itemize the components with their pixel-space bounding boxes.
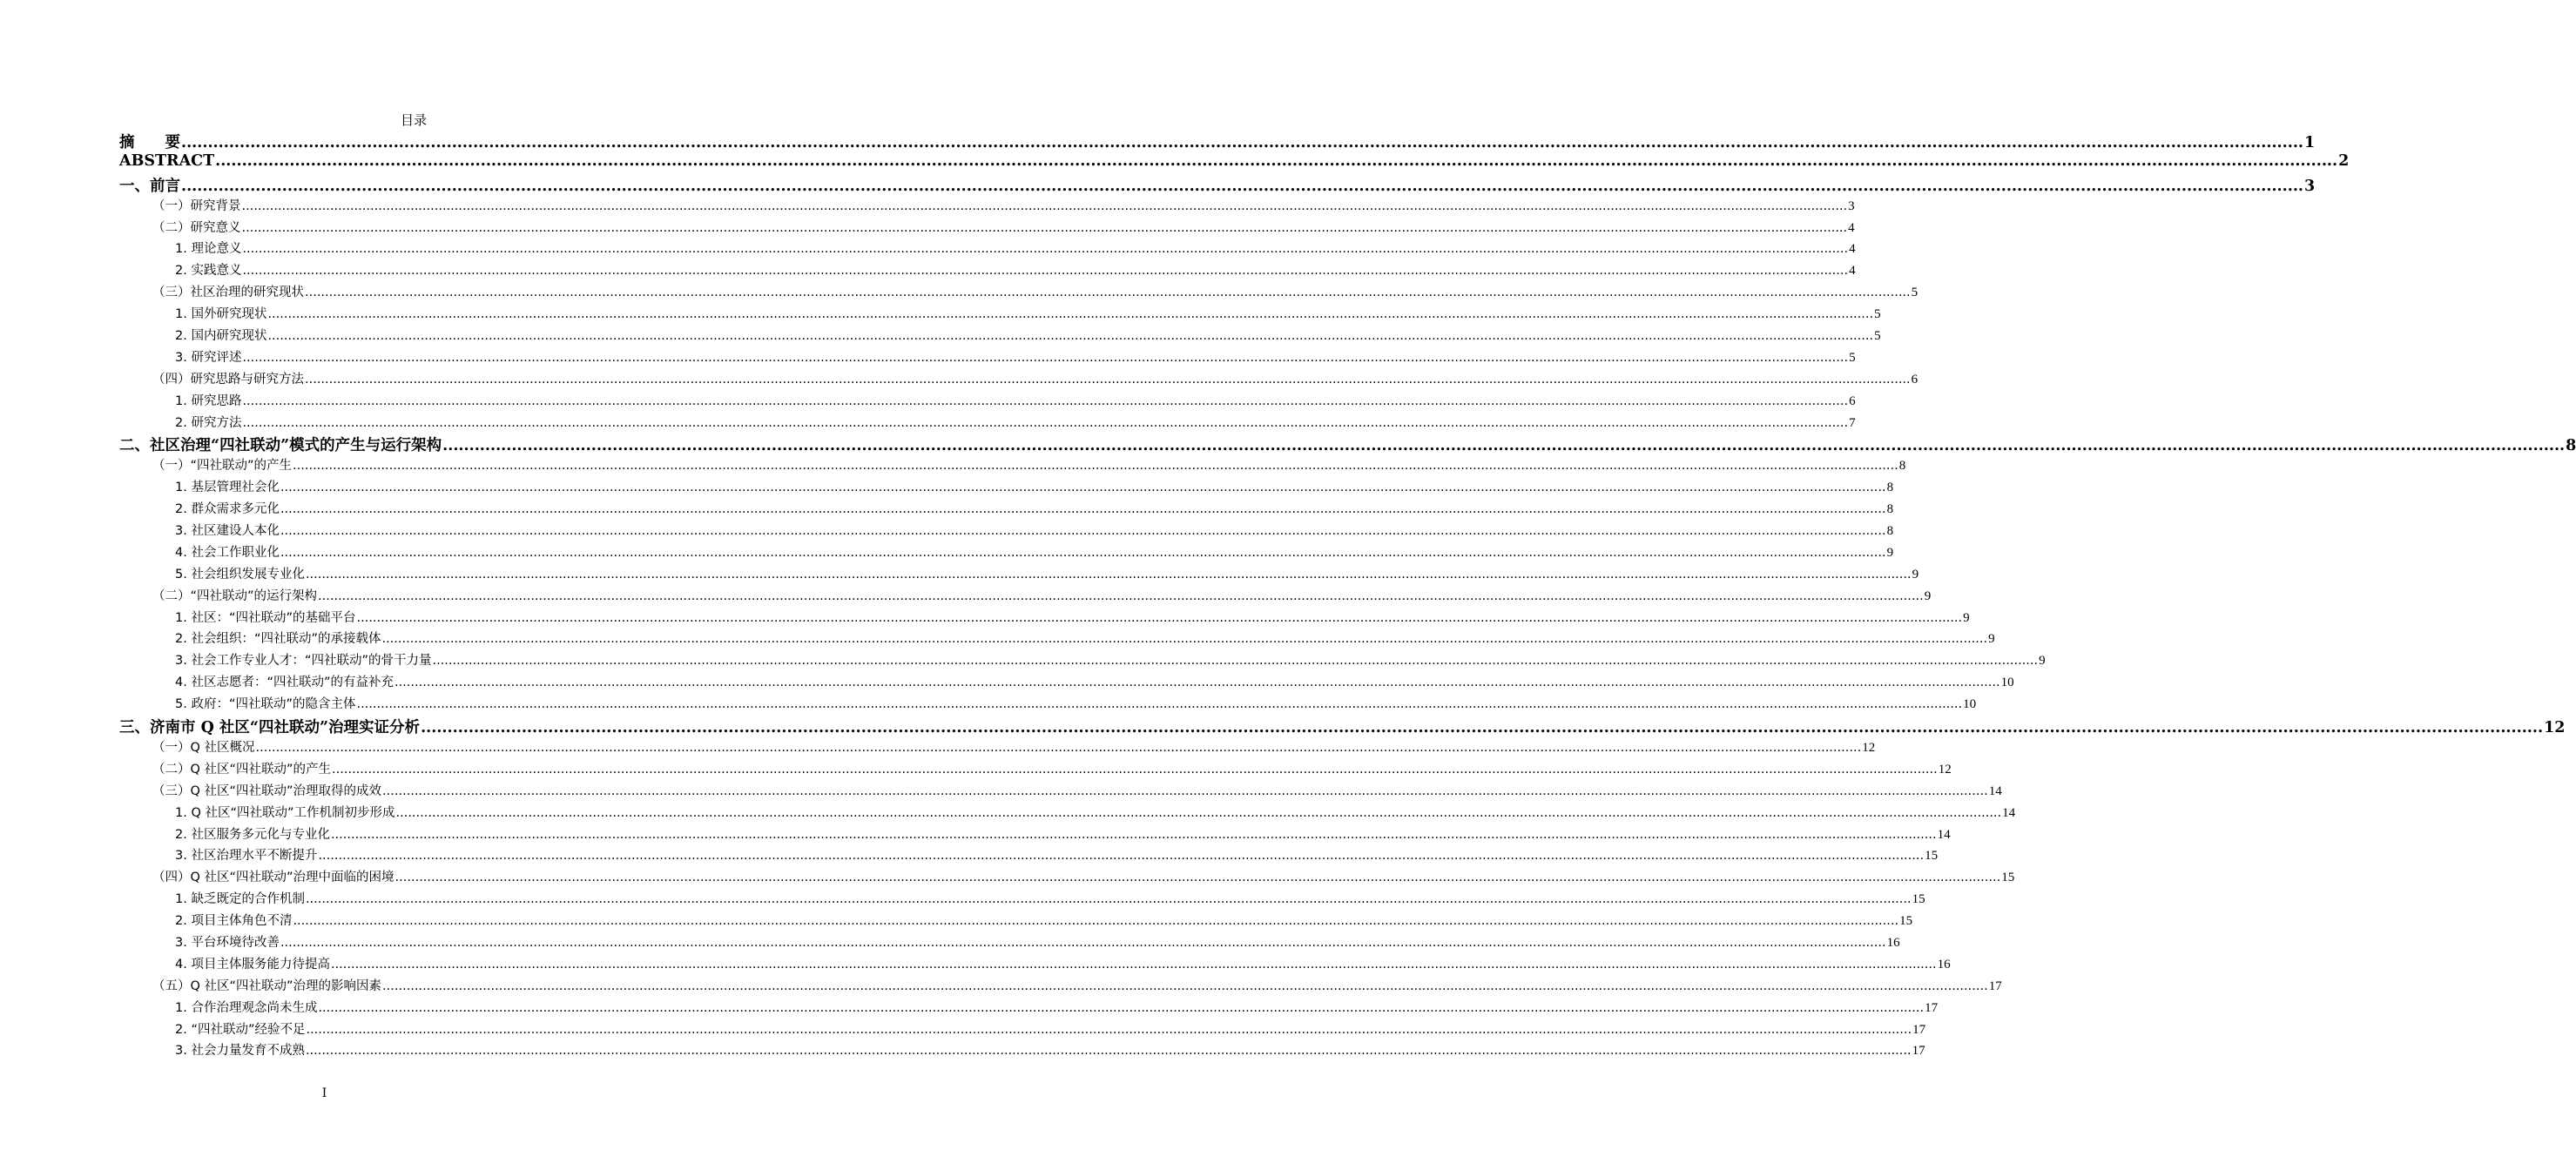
toc-entry[interactable] [119,434,2576,455]
toc-dot-leader: ................................................................................................................................................................................................................................................................................................................................................................................................................ [215,151,2338,170]
toc-entry-page: 5 [1874,307,1881,322]
toc-entry[interactable] [119,629,1995,650]
toc-entry[interactable] [119,845,1939,867]
toc-entry-page: 8 [1886,502,1894,517]
toc-entry[interactable] [119,976,2002,998]
toc-entry-page: 6 [1911,372,1919,387]
toc-entry[interactable] [119,716,2566,737]
toc-dot-leader: ................................................................................................................................................................................................................................................................................................................................................................................................................ [242,393,1849,408]
toc-entry-page: 17 [1988,978,2002,993]
toc-entry-title: （五）Q 社区“四社联动”治理的影响因素 [152,978,382,993]
toc-entry-page: 12 [2544,719,2566,737]
toc-entry[interactable] [119,737,1876,759]
toc-entry-title: 二、社区治理“四社联动”模式的产生与运行架构 [119,437,442,455]
toc-entry-title: 3. 社会工作专业人才：“四社联动”的骨干力量 [175,654,432,669]
toc-dot-leader: ................................................................................................................................................................................................................................................................................................................................................................................................................ [181,177,2304,195]
toc-entry[interactable] [119,477,1894,499]
toc-entry-page: 10 [2000,676,2014,690]
toc-entry-title: 三、济南市 Q 社区“四社联动”治理实证分析 [119,719,421,737]
toc-entry-title: ABSTRACT [119,151,215,170]
toc-entry-title: （三）社区治理的研究现状 [152,286,304,300]
toc-dot-leader: ................................................................................................................................................................................................................................................................................................................................................................................................................ [267,329,1874,344]
toc-entry-title: 1. 社区：“四社联动”的基础平台 [175,610,356,625]
toc-entry-page: 10 [1963,697,1977,712]
toc-entry-title: 1. 基层管理社会化 [175,481,280,495]
toc-entry-page: 14 [2002,805,2016,820]
toc-dot-leader: ................................................................................................................................................................................................................................................................................................................................................................................................................ [305,567,1912,582]
toc-dot-leader: ................................................................................................................................................................................................................................................................................................................................................................................................................ [330,827,1937,842]
toc-entry-title: （三）Q 社区“四社联动”治理取得的成效 [152,783,382,798]
toc-entry[interactable] [119,196,1855,218]
toc-entry[interactable] [119,781,2002,803]
toc-entry-title: 4. 社区志愿者：“四社联动”的有益补充 [175,676,394,690]
toc-dot-leader: ................................................................................................................................................................................................................................................................................................................................................................................................................ [356,697,1963,712]
toc-entry[interactable] [119,282,1919,304]
toc-entry-page: 16 [1886,935,1900,950]
toc-dot-leader: ................................................................................................................................................................................................................................................................................................................................................................................................................ [318,588,1924,603]
toc-dot-leader: ................................................................................................................................................................................................................................................................................................................................................................................................................ [306,1022,1912,1037]
toc-dot-leader: ................................................................................................................................................................................................................................................................................................................................................................................................................ [330,957,1937,972]
toc-entry[interactable] [119,954,1951,976]
toc-entry[interactable] [119,326,1881,347]
toc-entry-title: 1. 合作治理观念尚未生成 [175,1000,318,1015]
toc-entry[interactable] [119,650,2046,672]
toc-entry[interactable] [119,542,1894,564]
toc-dot-leader: ................................................................................................................................................................................................................................................................................................................................................................................................................ [241,198,1848,213]
toc-entry-page: 15 [1925,849,1939,864]
toc-entry-title: 一、前言 [119,177,180,195]
toc-entry-title: 5. 政府：“四社联动”的隐含主体 [175,697,356,712]
toc-entry-page: 2 [2338,151,2350,170]
toc-entry-page: 4 [1848,220,1855,235]
toc-entry[interactable] [119,1019,1926,1041]
toc-dot-leader: ................................................................................................................................................................................................................................................................................................................................................................................................................ [280,524,1886,539]
toc-entry-page: 15 [1912,892,1925,907]
toc-entry-title: 1. 缺乏既定的合作机制 [175,892,305,907]
toc-entry-title: 3. 社区建设人本化 [175,524,280,539]
toc-entry[interactable] [119,998,1939,1019]
toc-entry-page: 9 [1963,610,1970,625]
toc-entry-page: 12 [1938,762,1952,777]
footer-page-number: I [321,1086,327,1100]
toc-dot-leader: ................................................................................................................................................................................................................................................................................................................................................................................................................ [242,415,1849,430]
toc-entry[interactable] [119,889,1925,911]
page-title: 目录 [400,112,427,128]
toc-entry-page: 3 [2304,177,2316,195]
table-of-contents [119,131,2576,1062]
toc-dot-leader: ................................................................................................................................................................................................................................................................................................................................................................................................................ [318,849,1925,864]
toc-dot-leader: ................................................................................................................................................................................................................................................................................................................................................................................................................ [305,286,1911,300]
toc-entry-title: 2. 社区服务多元化与专业化 [175,827,330,842]
toc-entry[interactable] [119,369,1919,391]
toc-dot-leader: ................................................................................................................................................................................................................................................................................................................................................................................................................ [442,437,2566,455]
toc-entry-page: 6 [1849,393,1856,408]
toc-entry-page: 17 [1912,1044,1925,1059]
toc-entry-title: 2. 群众需求多元化 [175,502,280,517]
toc-entry[interactable] [119,304,1881,326]
toc-entry-page: 5 [1849,350,1856,365]
toc-dot-leader: ................................................................................................................................................................................................................................................................................................................................................................................................................ [305,892,1912,907]
toc-entry-page: 9 [1886,545,1894,560]
toc-entry[interactable] [119,174,2316,196]
toc-dot-leader: ................................................................................................................................................................................................................................................................................................................................................................................................................ [241,220,1848,235]
toc-entry-page: 9 [1924,588,1932,603]
toc-entry-page: 8 [2566,437,2576,455]
toc-entry-title: 2. 实践意义 [175,264,242,279]
toc-entry[interactable] [119,499,1894,521]
toc-dot-leader: ................................................................................................................................................................................................................................................................................................................................................................................................................ [394,871,2001,885]
toc-entry-title: （二）Q 社区“四社联动”的产生 [152,762,332,777]
toc-entry-page: 5 [1874,329,1881,344]
toc-dot-leader: ................................................................................................................................................................................................................................................................................................................................................................................................................ [293,914,1899,929]
toc-entry-page: 4 [1849,242,1856,257]
toc-entry-page: 3 [1848,198,1855,213]
toc-entry-title: 摘 要 [119,134,180,151]
toc-entry[interactable] [119,932,1900,954]
toc-entry-title: （四）研究思路与研究方法 [152,372,304,387]
toc-entry-title: 2. 国内研究现状 [175,329,267,344]
toc-entry[interactable] [119,672,2014,694]
toc-entry-title: 4. 社会工作职业化 [175,545,280,560]
toc-dot-leader: ................................................................................................................................................................................................................................................................................................................................................................................................................ [382,783,1988,798]
toc-dot-leader: ................................................................................................................................................................................................................................................................................................................................................................................................................ [305,1044,1912,1059]
toc-entry[interactable] [119,586,1932,608]
toc-dot-leader: ................................................................................................................................................................................................................................................................................................................................................................................................................ [280,935,1886,950]
toc-dot-leader: ................................................................................................................................................................................................................................................................................................................................................................................................................ [242,350,1849,365]
toc-entry-title: 3. 社会力量发育不成熟 [175,1044,305,1059]
toc-entry-page: 4 [1849,264,1856,279]
toc-entry-title: 4. 项目主体服务能力待提高 [175,957,330,972]
toc-entry[interactable] [119,803,2016,824]
toc-entry-title: （二）“四社联动”的运行架构 [152,588,318,603]
toc-entry-page: 17 [1912,1022,1926,1037]
toc-entry-page: 15 [1899,914,1913,929]
toc-entry[interactable] [119,759,1952,781]
toc-entry-page: 17 [1925,1000,1939,1015]
toc-dot-leader: ................................................................................................................................................................................................................................................................................................................................................................................................................ [381,632,1988,647]
toc-dot-leader: ................................................................................................................................................................................................................................................................................................................................................................................................................ [181,134,2304,151]
toc-entry-page: 12 [1862,740,1876,755]
toc-entry[interactable] [119,694,1977,716]
toc-entry[interactable] [119,218,1855,239]
toc-entry[interactable] [119,391,1856,413]
toc-entry-page: 5 [1911,286,1919,300]
toc-entry-title: （一）“四社联动”的产生 [152,459,293,474]
toc-entry-title: （一）研究背景 [152,198,241,213]
toc-entry[interactable] [119,911,1913,932]
toc-entry[interactable] [119,521,1894,542]
toc-dot-leader: ................................................................................................................................................................................................................................................................................................................................................................................................................ [395,805,2002,820]
toc-dot-leader: ................................................................................................................................................................................................................................................................................................................................................................................................................ [280,481,1886,495]
toc-entry[interactable] [119,347,1856,369]
toc-entry-page: 7 [1849,415,1856,430]
toc-entry[interactable] [119,455,1906,477]
toc-dot-leader: ................................................................................................................................................................................................................................................................................................................................................................................................................ [293,459,1898,474]
toc-entry-title: 3. 社区治理水平不断提升 [175,849,318,864]
toc-dot-leader: ................................................................................................................................................................................................................................................................................................................................................................................................................ [255,740,1862,755]
toc-entry[interactable] [119,1040,1925,1062]
toc-dot-leader: ................................................................................................................................................................................................................................................................................................................................................................................................................ [242,242,1849,257]
toc-entry-page: 9 [1912,567,1919,582]
toc-dot-leader: ................................................................................................................................................................................................................................................................................................................................................................................................................ [318,1000,1925,1015]
toc-entry-page: 15 [2001,871,2015,885]
toc-entry-page: 9 [2039,654,2046,669]
toc-dot-leader: ................................................................................................................................................................................................................................................................................................................................................................................................................ [305,372,1911,387]
toc-entry-page: 14 [1937,827,1951,842]
toc-entry-title: 1. 理论意义 [175,242,242,257]
toc-entry-page: 8 [1886,481,1894,495]
toc-entry-title: 1. 国外研究现状 [175,307,267,322]
toc-dot-leader: ................................................................................................................................................................................................................................................................................................................................................................................................................ [280,545,1886,560]
toc-dot-leader: ................................................................................................................................................................................................................................................................................................................................................................................................................ [432,654,2039,669]
toc-entry-page: 16 [1937,957,1951,972]
toc-entry-title: 2. 项目主体角色不清 [175,914,293,929]
toc-dot-leader: ................................................................................................................................................................................................................................................................................................................................................................................................................ [267,307,1874,322]
toc-entry-page: 8 [1898,459,1906,474]
toc-entry-page: 14 [1988,783,2002,798]
toc-entry[interactable] [119,564,1919,586]
toc-entry[interactable] [119,824,1951,846]
toc-entry-title: 2. 社会组织：“四社联动”的承接载体 [175,632,381,647]
toc-dot-leader: ................................................................................................................................................................................................................................................................................................................................................................................................................ [332,762,1938,777]
toc-entry-title: （一）Q 社区概况 [152,740,255,755]
toc-dot-leader: ................................................................................................................................................................................................................................................................................................................................................................................................................ [394,676,2000,690]
toc-entry[interactable] [119,239,1856,260]
toc-entry[interactable] [119,608,1970,629]
toc-entry[interactable] [119,413,1856,434]
toc-entry-page: 1 [2304,134,2316,151]
toc-dot-leader: ................................................................................................................................................................................................................................................................................................................................................................................................................ [280,502,1886,517]
toc-entry-title: 5. 社会组织发展专业化 [175,567,305,582]
toc-entry-title: （二）研究意义 [152,220,241,235]
toc-entry[interactable] [119,151,2350,174]
toc-entry[interactable] [119,867,2015,889]
toc-entry-page: 8 [1886,524,1894,539]
toc-entry-title: （四）Q 社区“四社联动”治理中面临的困境 [152,871,394,885]
toc-entry[interactable] [119,260,1856,282]
toc-dot-leader: ................................................................................................................................................................................................................................................................................................................................................................................................................ [356,610,1963,625]
toc-entry[interactable] [119,131,2316,152]
toc-entry-page: 9 [1988,632,1995,647]
toc-entry-title: 1. Q 社区“四社联动”工作机制初步形成 [175,805,395,820]
toc-entry-title: 3. 研究评述 [175,350,242,365]
toc-entry-title: 2. “四社联动”经验不足 [175,1022,306,1037]
toc-entry-title: 3. 平台环境待改善 [175,935,280,950]
toc-dot-leader: ................................................................................................................................................................................................................................................................................................................................................................................................................ [242,264,1849,279]
toc-entry-title: 2. 研究方法 [175,415,242,430]
toc-dot-leader: ................................................................................................................................................................................................................................................................................................................................................................................................................ [421,719,2544,737]
toc-dot-leader: ................................................................................................................................................................................................................................................................................................................................................................................................................ [382,978,1988,993]
toc-entry-title: 1. 研究思路 [175,393,242,408]
